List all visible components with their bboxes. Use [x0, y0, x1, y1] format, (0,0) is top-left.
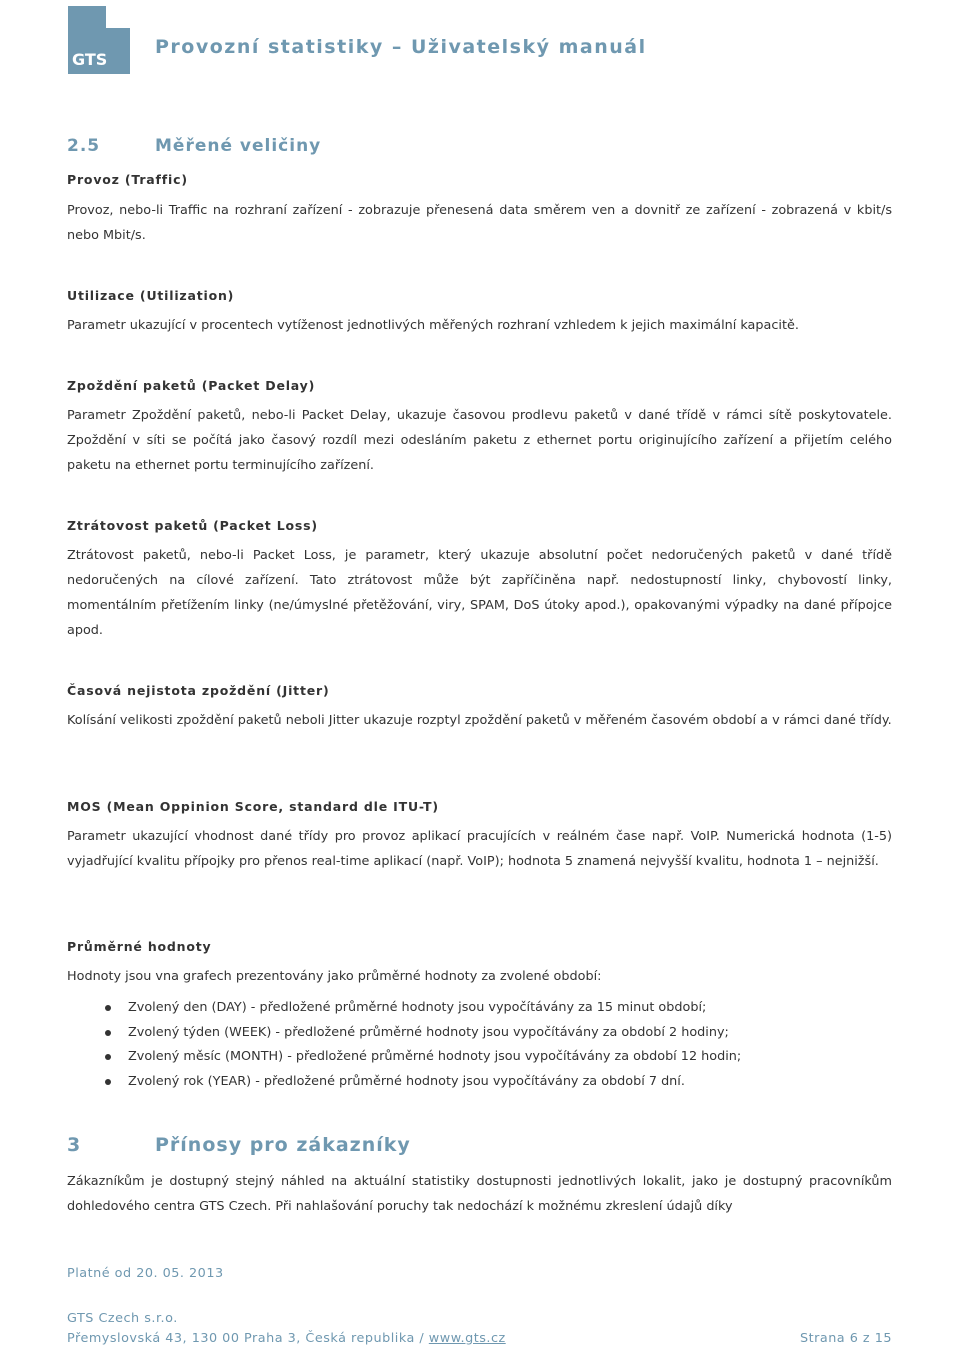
- delay-text: Parametr Zpoždění paketů, nebo-li Packet Delay, ukazuje časovou prodlevu paketů v dané třídě v rámci sítě poskytovatele. Zpoždění v síti se počítá jako časový rozdíl mezi odesláním paketu z ethernet portu originujícího zařízení a přijetím celého paketu na ethernet portu terminujícího zařízení.: [67, 408, 892, 473]
- footer-company: GTS Czech s.r.o.: [67, 1311, 178, 1326]
- traffic-text: Provoz, nebo-li Traffic na rozhraní zařízení - zobrazuje přenesená data směrem ven a dovnitř ze zařízení - zobrazená v kbit/s nebo Mbit/s.: [67, 203, 892, 243]
- delay-heading: Zpoždění paketů (Packet Delay): [67, 378, 316, 393]
- document-title: Provozní statistiky – Uživatelský manuál: [155, 36, 647, 58]
- logo-corner-cut: [106, 6, 130, 28]
- jitter-text: Kolísání velikosti zpoždění paketů neboli Jitter ukazuje rozptyl zpoždění paketů v měřeném časovém období a v rámci dané třídy.: [67, 713, 892, 728]
- averages-heading: Průměrné hodnoty: [67, 939, 212, 954]
- footer-address: [67, 1331, 506, 1346]
- section-title: Měřené veličiny: [155, 136, 322, 156]
- section-heading-3: [67, 1134, 411, 1156]
- list-item: Zvolený týden (WEEK) - předložené průměrné hodnoty jsou vypočítávány za období 2 hodiny;: [67, 1021, 892, 1046]
- mos-text: Parametr ukazující vhodnost dané třídy pro provoz aplikací pracujících v reálném čase např. VoIP. Numerická hodnota (1-5) vyjadřující kvalitu přípojky pro přenos real-time aplikací (např. VoIP); hodnota 5 znamená nejvyšší kvalitu, hodnota 1 – nejnižší.: [67, 829, 892, 869]
- section-title: Přínosy pro zákazníky: [155, 1134, 411, 1156]
- list-item: Zvolený den (DAY) - předložené průměrné hodnoty jsou vypočítávány za 15 minut období;: [67, 996, 892, 1021]
- address-text: Přemyslovská 43, 130 00 Praha 3, Česká republika /: [67, 1331, 429, 1346]
- utilization-text: Parametr ukazující v procentech vytíženost jednotlivých měřených rozhraní vzhledem k jejich maximální kapacitě.: [67, 318, 799, 333]
- averages-list: [67, 996, 892, 1094]
- loss-text: Ztrátovost paketů, nebo-li Packet Loss, je parametr, který ukazuje absolutní počet nedoručených paketů v dané třídě nedoručených na cílové zařízení. Tato ztrátovost může být zapříčiněna např. nedostupností linky, chybovostí linky, momentálním přetížením linky (ne/úmyslné přetěžování, viry, SPAM, DoS útoky apod.), opakovanými výpadky na dané přípojce apod.: [67, 548, 892, 638]
- section-heading-2-5: [67, 136, 321, 156]
- section-number: 2.5: [67, 136, 101, 156]
- gts-logo: [68, 6, 130, 74]
- mos-heading: MOS (Mean Oppinion Score, standard dle ITU-T): [67, 799, 439, 814]
- benefits-text: Zákazníkům je dostupný stejný náhled na aktuální statistiky dostupnosti jednotlivých lokalit, jako je dostupný pracovníkům dohledového centra GTS Czech. Při nahlašování poruchy tak nedochází k možnému zkreslení údajů díky: [67, 1174, 892, 1214]
- section-number: 3: [67, 1134, 82, 1156]
- list-item: Zvolený měsíc (MONTH) - předložené průměrné hodnoty jsou vypočítávány za období 12 hodin;: [67, 1045, 892, 1070]
- valid-from-date: Platné od 20. 05. 2013: [67, 1266, 224, 1281]
- traffic-heading: Provoz (Traffic): [67, 172, 188, 187]
- list-item: Zvolený rok (YEAR) - předložené průměrné hodnoty jsou vypočítávány za období 7 dní.: [67, 1070, 892, 1095]
- utilization-heading: Utilizace (Utilization): [67, 288, 235, 303]
- loss-heading: Ztrátovost paketů (Packet Loss): [67, 518, 318, 533]
- website-link[interactable]: www.gts.cz: [428, 1331, 506, 1346]
- logo-text: GTS: [72, 50, 108, 69]
- averages-text: Hodnoty jsou vna grafech prezentovány jako průměrné hodnoty za zvolené období:: [67, 969, 602, 984]
- page-number: Strana 6 z 15: [799, 1331, 892, 1346]
- jitter-heading: Časová nejistota zpoždění (Jitter): [67, 683, 330, 698]
